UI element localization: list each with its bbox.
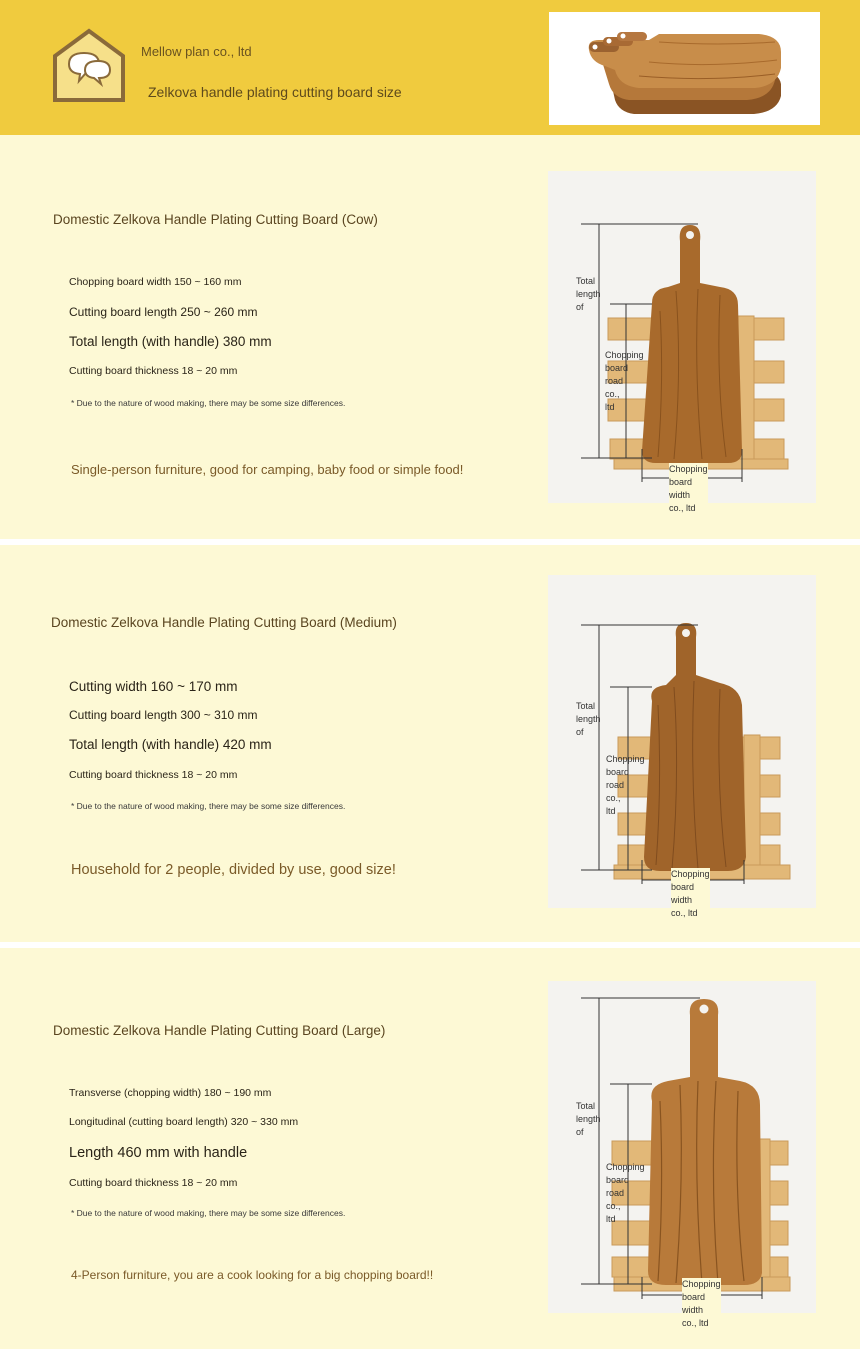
product-section-medium: [0, 545, 860, 942]
header-banner: [0, 0, 860, 135]
total-length-label: Total length of: [576, 276, 601, 312]
board-length-label: Chopping board road co., ltd: [605, 350, 644, 412]
spec-board-length: Cutting board length 300 ~ 310 mm: [69, 708, 258, 722]
spec-width: Transverse (chopping width) 180 ~ 190 mm: [69, 1087, 272, 1099]
product-section-cow: [0, 141, 860, 539]
spec-thickness: Cutting board thickness 18 ~ 20 mm: [69, 769, 238, 781]
total-length-label: Total length of: [576, 701, 601, 737]
product-title: Domestic Zelkova Handle Plating Cutting Board (Cow): [53, 212, 378, 227]
spec-width: Chopping board width 150 ~ 160 mm: [69, 276, 242, 288]
product-tagline: 4-Person furniture, you are a cook looking for a big chopping board!!: [71, 1268, 434, 1282]
board-width-label: Chopping board width co., ltd: [669, 464, 708, 513]
board-width-label: Chopping board width co., ltd: [682, 1279, 721, 1328]
board-length-label: Chopping board road co., ltd: [606, 754, 645, 816]
size-note: * Due to the nature of wood making, there may be some size differences.: [71, 801, 346, 811]
product-title: Domestic Zelkova Handle Plating Cutting Board (Medium): [51, 615, 397, 630]
company-name: Mellow plan co., ltd: [141, 44, 252, 59]
spec-thickness: Cutting board thickness 18 ~ 20 mm: [69, 365, 238, 377]
product-section-large: [0, 948, 860, 1349]
size-note: * Due to the nature of wood making, there may be some size differences.: [71, 398, 346, 408]
board-length-label: Chopping board road co., ltd: [606, 1162, 645, 1224]
spec-board-length: Cutting board length 250 ~ 260 mm: [69, 305, 258, 319]
spec-total-length: Total length (with handle) 380 mm: [69, 334, 272, 349]
spec-thickness: Cutting board thickness 18 ~ 20 mm: [69, 1177, 238, 1189]
page-title: Zelkova handle plating cutting board size: [148, 84, 402, 100]
product-tagline: Single-person furniture, good for camping, baby food or simple food!: [71, 462, 464, 477]
spec-width: Cutting width 160 ~ 170 mm: [69, 679, 238, 694]
product-photo-medium: [548, 575, 816, 918]
spec-total-length: Total length (with handle) 420 mm: [69, 737, 272, 752]
product-title: Domestic Zelkova Handle Plating Cutting Board (Large): [53, 1023, 386, 1038]
size-note: * Due to the nature of wood making, there may be some size differences.: [71, 1208, 346, 1218]
spec-total-length: Length 460 mm with handle: [69, 1145, 248, 1161]
product-photo-large: [548, 981, 816, 1328]
product-tagline: Household for 2 people, divided by use, good size!: [71, 862, 396, 878]
house-speech-bubble-icon: [52, 28, 126, 102]
hero-photo: [549, 12, 820, 125]
product-photo-cow: [548, 171, 816, 513]
spec-board-length: Longitudinal (cutting board length) 320 ~ 330 mm: [69, 1116, 299, 1128]
board-width-label: Chopping board width co., ltd: [671, 869, 710, 918]
total-length-label: Total length of: [576, 1101, 601, 1137]
